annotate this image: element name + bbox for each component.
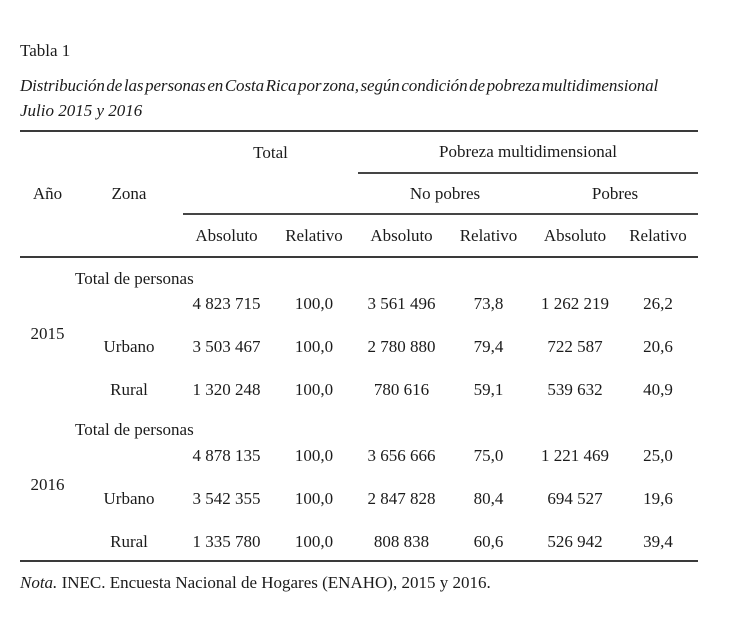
poor-relative-value: 40,9 <box>643 380 673 399</box>
not-poor-absolute-value: 2 780 880 <box>367 337 436 356</box>
zone-column-header: Zona <box>75 131 183 257</box>
total-group-spacer <box>183 173 358 214</box>
not-poor-group-header: No pobres <box>358 173 532 214</box>
total-relative-value: 100,0 <box>294 446 334 465</box>
poor-relative-value: 26,2 <box>643 294 673 313</box>
zone-label: Rural <box>110 380 148 399</box>
total-relative-value: 100,0 <box>270 518 358 561</box>
poverty-group-header: Pobreza multidimensional <box>358 131 698 173</box>
zone-label: Rural <box>75 518 183 561</box>
poor-absolute-header: Absoluto <box>532 214 618 257</box>
poor-group-header: Pobres <box>532 173 698 214</box>
poor-absolute-value: 722 587 <box>547 337 603 356</box>
not-poor-absolute-value: 3 656 666 <box>367 446 436 465</box>
zone-label: Urbano <box>103 489 155 508</box>
not-poor-absolute-header: Absoluto <box>358 214 445 257</box>
not-poor-relative-value: 60,6 <box>445 518 532 561</box>
table-title-line2: Julio 2015 y 2016 <box>20 101 143 120</box>
not-poor-absolute-value: 3 561 496 <box>367 294 436 313</box>
poor-relative-value: 20,6 <box>643 337 673 356</box>
total-absolute-value: 3 542 355 <box>192 489 261 508</box>
total-relative-value: 100,0 <box>294 337 334 356</box>
not-poor-relative-header: Relativo <box>445 214 532 257</box>
year-label: 2015 <box>30 323 65 343</box>
not-poor-relative-value: 79,4 <box>473 337 504 356</box>
poor-absolute-value: 526 942 <box>532 518 618 561</box>
total-absolute-value: 1 320 248 <box>192 380 261 399</box>
total-relative-value: 100,0 <box>294 380 334 399</box>
total-relative-value: 100,0 <box>294 489 334 508</box>
not-poor-relative-value: 59,1 <box>473 380 504 399</box>
table-label: Tabla 1 <box>20 41 71 60</box>
zone-label: Total de personas <box>75 269 194 288</box>
not-poor-relative-value: 75,0 <box>473 446 504 465</box>
not-poor-absolute-value: 780 616 <box>373 380 430 399</box>
total-relative-value: 100,0 <box>294 294 334 313</box>
poor-relative-value: 25,0 <box>643 446 673 465</box>
poor-absolute-value: 694 527 <box>547 489 603 508</box>
poor-relative-value: 19,6 <box>643 489 673 508</box>
poor-relative-value: 39,4 <box>618 518 698 561</box>
zone-label: Total de personas <box>75 420 194 439</box>
not-poor-relative-value: 80,4 <box>473 489 504 508</box>
zone-label: Urbano <box>103 337 155 356</box>
poor-absolute-value: 1 221 469 <box>541 446 610 465</box>
not-poor-absolute-value: 808 838 <box>358 518 445 561</box>
total-absolute-value: 4 823 715 <box>192 294 261 313</box>
not-poor-absolute-value: 2 847 828 <box>367 489 436 508</box>
table-note <box>20 573 720 593</box>
total-absolute-header: Absoluto <box>183 214 270 257</box>
year-column-header: Año <box>20 131 75 257</box>
poor-absolute-value: 539 632 <box>547 380 603 399</box>
poverty-table <box>20 130 698 562</box>
not-poor-relative-value: 73,8 <box>473 294 504 313</box>
total-absolute-value: 4 878 135 <box>192 446 261 465</box>
total-group-header: Total <box>183 131 358 173</box>
total-absolute-value: 1 335 780 <box>183 518 270 561</box>
total-absolute-value: 3 503 467 <box>192 337 261 356</box>
table-title <box>20 73 705 123</box>
note-prefix: Nota. <box>20 573 58 592</box>
poor-absolute-value: 1 262 219 <box>541 294 610 313</box>
total-relative-header: Relativo <box>270 214 358 257</box>
year-label: 2016 <box>20 409 75 561</box>
note-text: INEC. Encuesta Nacional de Hogares (ENAHO), 2015 y 2016. <box>57 573 491 592</box>
table-title-line1: Distribución de las personas en Costa Rica por zona, según condición de pobreza multidimensional <box>20 76 659 95</box>
poor-relative-header: Relativo <box>618 214 698 257</box>
